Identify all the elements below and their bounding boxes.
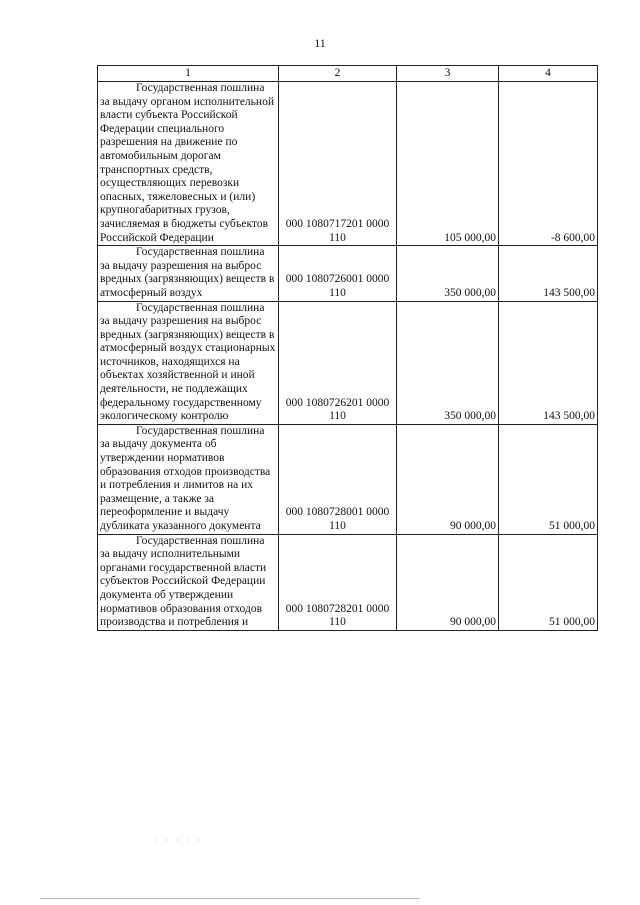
- row-name-cell: [98, 534, 279, 630]
- row-value-col4: 143 500,00: [499, 246, 598, 301]
- row-name: Государственная пошлина за выдачу разрешения на выброс вредных (загрязняющих) веществ в атмосферный воздух стационарных источников, находящихся на объектах хозяйственной и иной деятельности, не подлежащих федеральному государственному экологическому контролю: [100, 301, 276, 423]
- table-row: [98, 82, 598, 246]
- row-code: 000 1080728001 0000 110: [279, 424, 397, 534]
- row-name-cell: [98, 424, 279, 534]
- row-name: Государственная пошлина за выдачу разрешения на выброс вредных (загрязняющих) веществ в атмосферный воздух: [100, 246, 275, 299]
- row-value-col4: 51 000,00: [499, 534, 598, 630]
- column-header-4: 4: [499, 66, 598, 82]
- row-name-cell: [98, 246, 279, 301]
- table-row: [98, 301, 598, 424]
- column-header-3: 3: [397, 66, 499, 82]
- column-header-1: 1: [98, 66, 279, 82]
- row-value-col3: 90 000,00: [397, 534, 499, 630]
- row-value-col3: 105 000,00: [397, 82, 499, 246]
- page-number: 11: [314, 36, 326, 50]
- row-code: 000 1080726001 0000 110: [279, 246, 397, 301]
- row-value-col4: -8 600,00: [499, 82, 598, 246]
- bottom-rule: [40, 898, 420, 899]
- row-name: Государственная пошлина за выдачу органом исполнительной власти субъекта Российской Федерации специального разрешения на движение по автомобильным дорогам транспортных средств, осуществляющих перевозки опасных, тяжеловесных и (или) крупногабаритных грузов, зачисляемая в бюджеты субъектов Российской Федерации: [100, 82, 274, 244]
- table-header-row: [98, 66, 598, 82]
- row-value-col4: 143 500,00: [499, 301, 598, 424]
- row-name-cell: [98, 82, 279, 246]
- row-name: Государственная пошлина за выдачу исполнительными органами государственной власти субъектов Российской Федерации документа об утверждении нормативов образования отходов производства и потребления и: [100, 534, 267, 629]
- row-value-col4: 51 000,00: [499, 424, 598, 534]
- scan-specks: · · · · ·: [155, 836, 204, 845]
- column-header-2: 2: [279, 66, 397, 82]
- row-code: 000 1080717201 0000 110: [279, 82, 397, 246]
- table-row: [98, 534, 598, 630]
- budget-table: [97, 65, 598, 631]
- table-row: [98, 246, 598, 301]
- row-name: Государственная пошлина за выдачу документа об утверждении нормативов образования отходов производства и потребления и лимитов на их размещение, а также за переоформление и выдачу дубликата указанного документа: [100, 424, 271, 532]
- row-value-col3: 350 000,00: [397, 301, 499, 424]
- row-name-cell: [98, 301, 279, 424]
- row-value-col3: 90 000,00: [397, 424, 499, 534]
- row-value-col3: 350 000,00: [397, 246, 499, 301]
- table-row: [98, 424, 598, 534]
- row-code: 000 1080728201 0000 110: [279, 534, 397, 630]
- row-code: 000 1080726201 0000 110: [279, 301, 397, 424]
